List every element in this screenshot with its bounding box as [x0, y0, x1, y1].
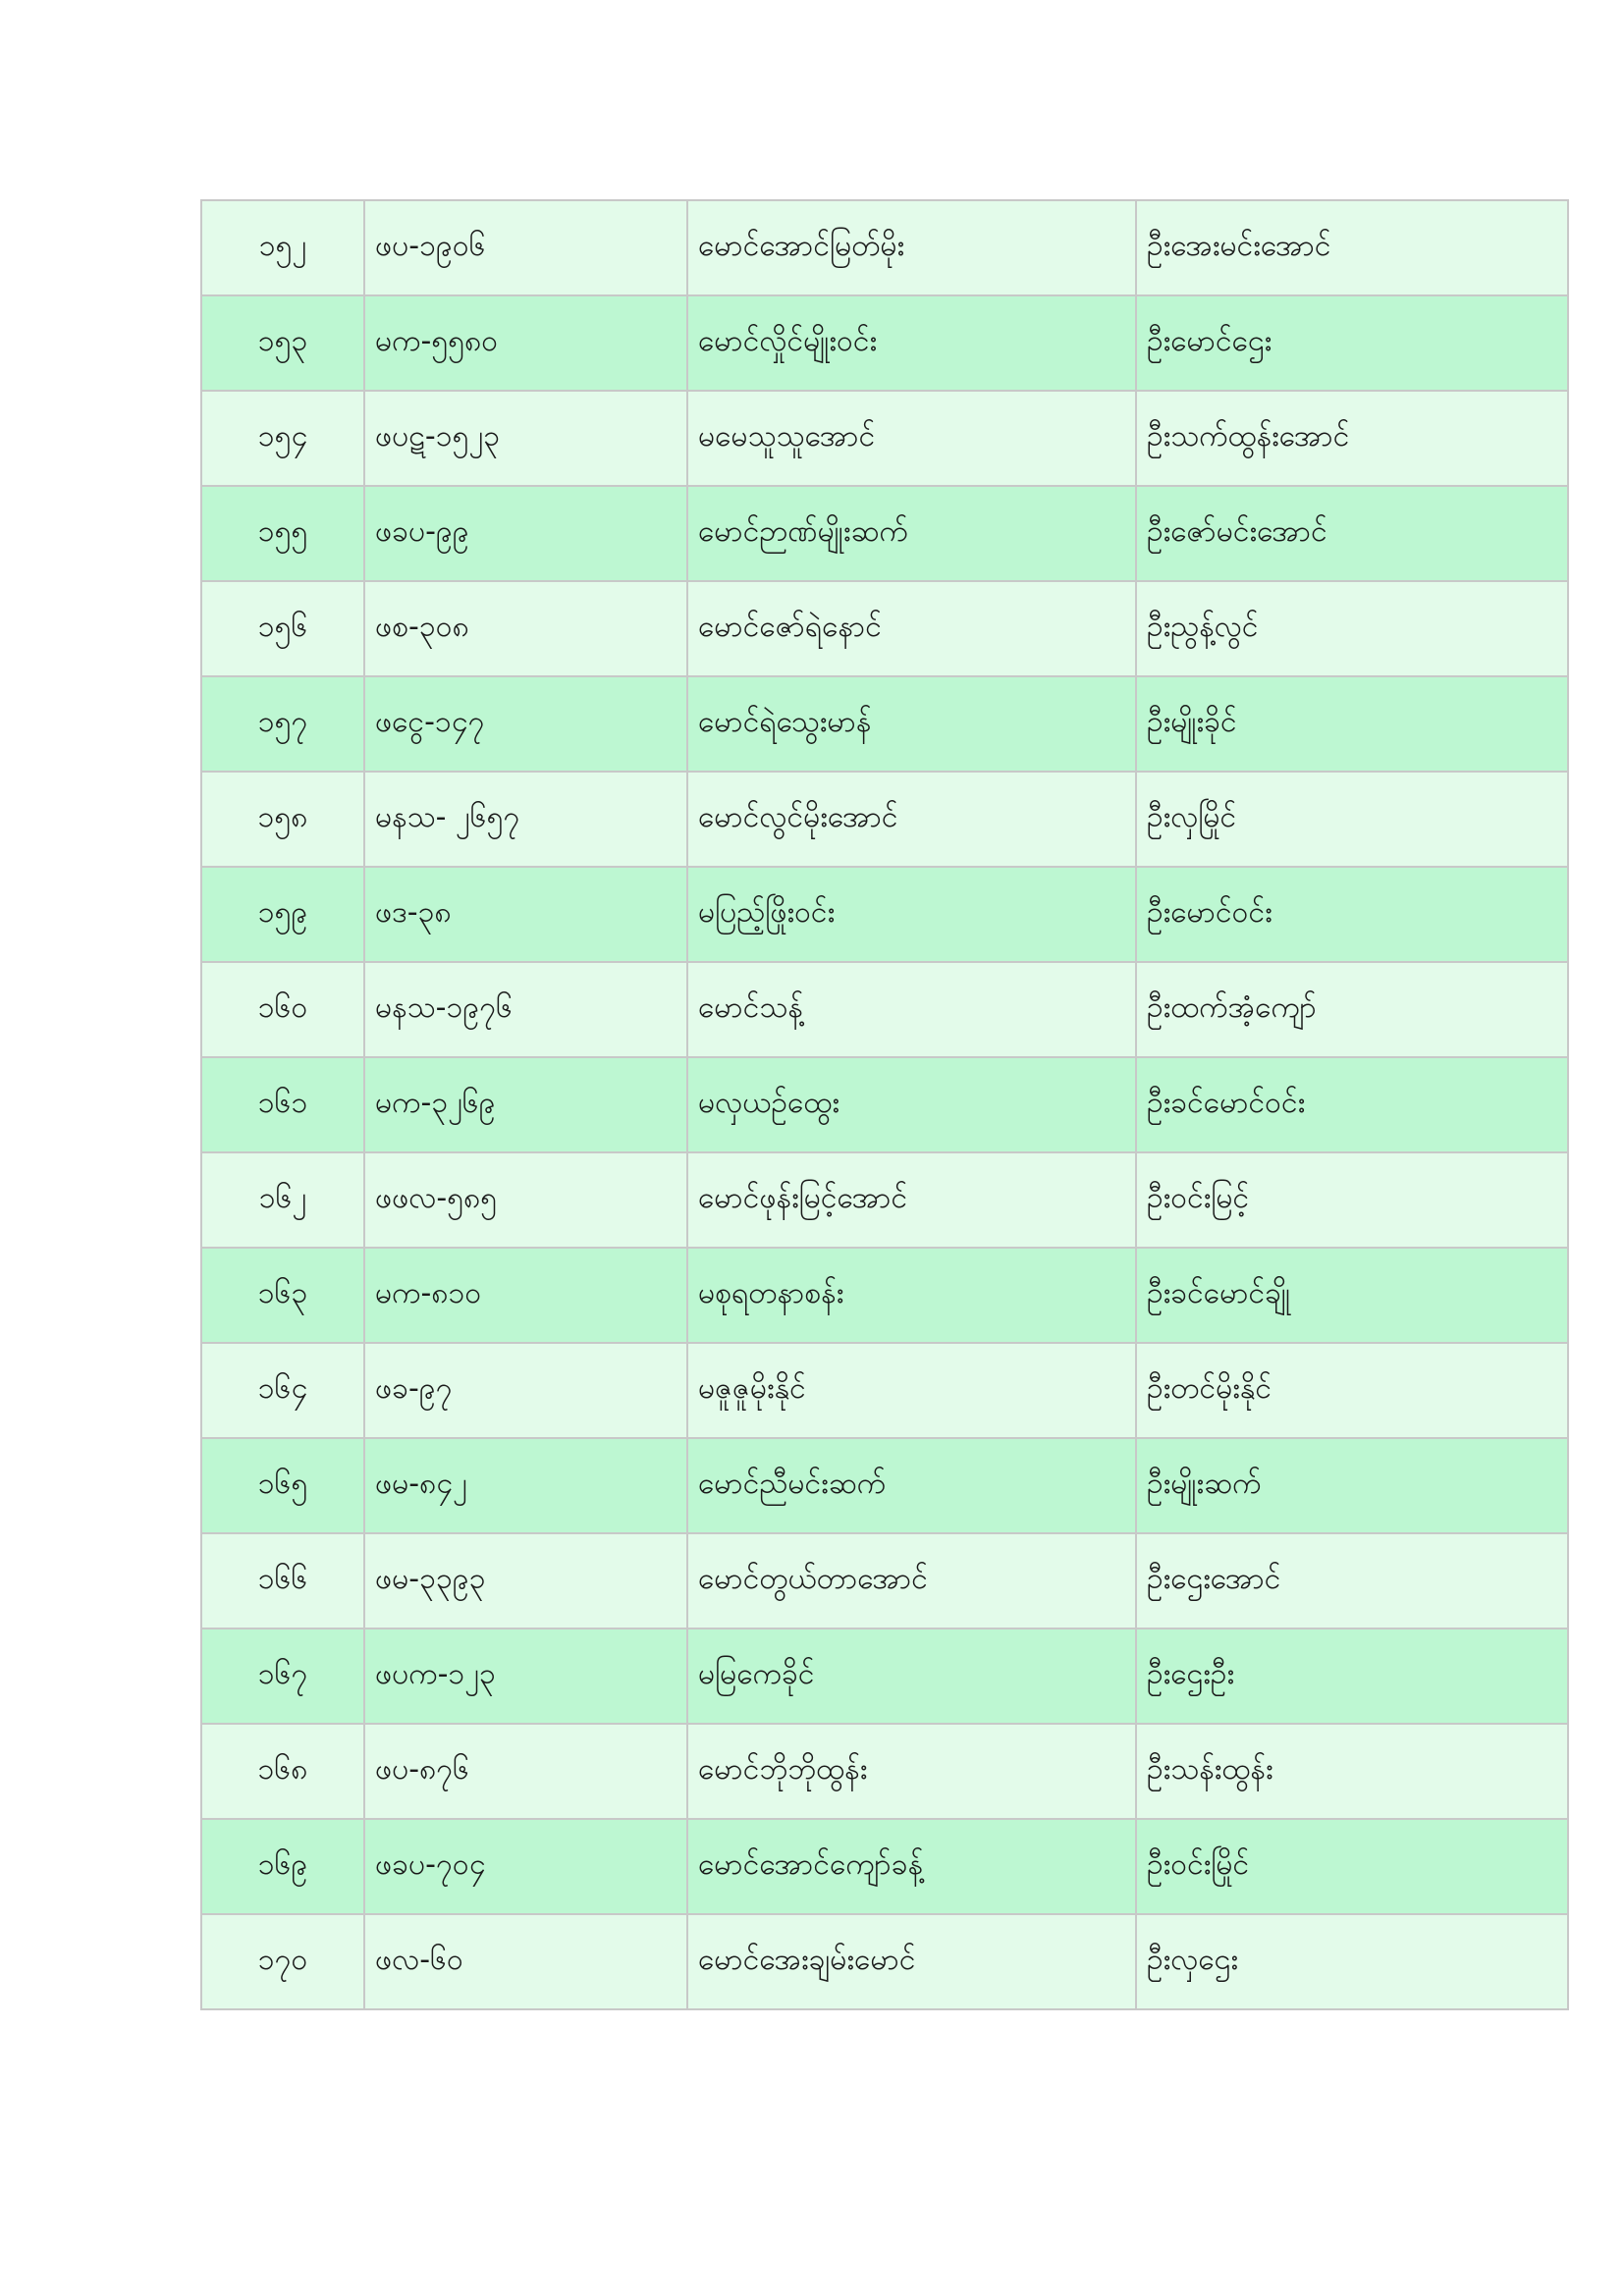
- student-name-cell: မောင်ညီမင်းဆက်: [687, 1438, 1136, 1533]
- table-row: [201, 1724, 1568, 1819]
- table-row: [201, 1152, 1568, 1248]
- id-code-cell: မက-၃၂၆၉: [364, 1057, 687, 1152]
- document-page: [200, 199, 1567, 2010]
- id-code-cell: ဖဖလ-၅၈၅: [364, 1152, 687, 1248]
- father-name-cell: ဦးဇော်မင်းအောင်: [1136, 486, 1568, 581]
- father-name-cell: ဦးခင်မောင်ဝင်း: [1136, 1057, 1568, 1152]
- table-row: [201, 1914, 1568, 2009]
- table-row: [201, 200, 1568, 295]
- student-name-cell: မောင်သန့်: [687, 962, 1136, 1057]
- father-name-cell: ဦးလှဌေး: [1136, 1914, 1568, 2009]
- father-name-cell: ဦးသက်ထွန်းအောင်: [1136, 391, 1568, 486]
- father-name-cell: ဦးဌေးဦး: [1136, 1629, 1568, 1724]
- father-name-cell: ဦးမောင်ဝင်း: [1136, 867, 1568, 962]
- table-row: [201, 391, 1568, 486]
- id-code-cell: မက-၅၅၈၀: [364, 295, 687, 391]
- student-name-cell: မဇူဇူမိုးနိုင်: [687, 1343, 1136, 1438]
- row-number-cell: ၁၅၇: [201, 676, 364, 772]
- id-code-cell: ဖမ-၈၄၂: [364, 1438, 687, 1533]
- row-number-cell: ၁၅၅: [201, 486, 364, 581]
- row-number-cell: ၁၆၁: [201, 1057, 364, 1152]
- table-row: [201, 1629, 1568, 1724]
- table-row: [201, 962, 1568, 1057]
- student-name-cell: မောင်အောင်မြတ်မိုး: [687, 200, 1136, 295]
- father-name-cell: ဦးထက်အံ့ကျော်: [1136, 962, 1568, 1057]
- father-name-cell: ဦးမျိုးဆက်: [1136, 1438, 1568, 1533]
- id-code-cell: ဖပဋ-၁၅၂၃: [364, 391, 687, 486]
- row-number-cell: ၁၅၉: [201, 867, 364, 962]
- row-number-cell: ၁၇၀: [201, 1914, 364, 2009]
- father-name-cell: ဦးဌေးအောင်: [1136, 1533, 1568, 1629]
- row-number-cell: ၁၆၈: [201, 1724, 364, 1819]
- father-name-cell: ဦးဝင်းမြင့်: [1136, 1152, 1568, 1248]
- father-name-cell: ဦးအေးမင်းအောင်: [1136, 200, 1568, 295]
- student-name-cell: မမြကေခိုင်: [687, 1629, 1136, 1724]
- father-name-cell: ဦးတင်မိုးနိုင်: [1136, 1343, 1568, 1438]
- father-name-cell: ဦးခင်မောင်ချို: [1136, 1248, 1568, 1343]
- table-row: [201, 772, 1568, 867]
- father-name-cell: ဦးသန်းထွန်း: [1136, 1724, 1568, 1819]
- student-name-cell: မောင်ဇော်ရဲနောင်: [687, 581, 1136, 676]
- id-code-cell: မနသ-၁၉၇၆: [364, 962, 687, 1057]
- student-name-cell: မောင်ဉာဏ်မျိုးဆက်: [687, 486, 1136, 581]
- row-number-cell: ၁၆၄: [201, 1343, 364, 1438]
- student-name-cell: မောင်တွယ်တာအောင်: [687, 1533, 1136, 1629]
- row-number-cell: ၁၆၂: [201, 1152, 364, 1248]
- row-number-cell: ၁၅၈: [201, 772, 364, 867]
- id-code-cell: မနသ- ၂၆၅၇: [364, 772, 687, 867]
- row-number-cell: ၁၆၉: [201, 1819, 364, 1914]
- student-name-cell: မမေသူသူအောင်: [687, 391, 1136, 486]
- father-name-cell: ဦးလှမြိုင်: [1136, 772, 1568, 867]
- table-row: [201, 1533, 1568, 1629]
- roster-table: [200, 199, 1569, 2010]
- row-number-cell: ၁၆၇: [201, 1629, 364, 1724]
- student-name-cell: မလှယဉ်ထွေး: [687, 1057, 1136, 1152]
- row-number-cell: ၁၅၄: [201, 391, 364, 486]
- father-name-cell: ဦးမျိုးခိုင်: [1136, 676, 1568, 772]
- row-number-cell: ၁၅၆: [201, 581, 364, 676]
- row-number-cell: ၁၆၆: [201, 1533, 364, 1629]
- id-code-cell: ဖစ-၃၀၈: [364, 581, 687, 676]
- id-code-cell: ဖခပ-၉၉: [364, 486, 687, 581]
- id-code-cell: ဖမ-၃၃၉၃: [364, 1533, 687, 1629]
- id-code-cell: မက-၈၁၀: [364, 1248, 687, 1343]
- table-row: [201, 486, 1568, 581]
- id-code-cell: ဖပ-၈၇၆: [364, 1724, 687, 1819]
- student-name-cell: မောင်ဖုန်းမြင့်အောင်: [687, 1152, 1136, 1248]
- row-number-cell: ၁၆၅: [201, 1438, 364, 1533]
- row-number-cell: ၁၅၃: [201, 295, 364, 391]
- student-name-cell: မောင်ရဲသွေးမာန်: [687, 676, 1136, 772]
- table-row: [201, 1343, 1568, 1438]
- student-name-cell: မောင်လှိုင်မျိုးဝင်း: [687, 295, 1136, 391]
- id-code-cell: ဖခ-၉၇: [364, 1343, 687, 1438]
- table-row: [201, 1819, 1568, 1914]
- id-code-cell: ဖငွေ-၁၄၇: [364, 676, 687, 772]
- student-name-cell: မပြည့်ဖြိုးဝင်း: [687, 867, 1136, 962]
- row-number-cell: ၁၅၂: [201, 200, 364, 295]
- table-row: [201, 676, 1568, 772]
- table-row: [201, 581, 1568, 676]
- table-row: [201, 1057, 1568, 1152]
- student-name-cell: မစုရတနာစန်း: [687, 1248, 1136, 1343]
- row-number-cell: ၁၆၃: [201, 1248, 364, 1343]
- id-code-cell: ဖပက-၁၂၃: [364, 1629, 687, 1724]
- student-name-cell: မောင်ဘိုဘိုထွန်း: [687, 1724, 1136, 1819]
- table-row: [201, 1438, 1568, 1533]
- table-row: [201, 295, 1568, 391]
- student-name-cell: မောင်လွင်မိုးအောင်: [687, 772, 1136, 867]
- father-name-cell: ဦးမောင်ဌေး: [1136, 295, 1568, 391]
- id-code-cell: ဖဒ-၃၈: [364, 867, 687, 962]
- father-name-cell: ဦးညွန့်လွင်: [1136, 581, 1568, 676]
- student-name-cell: မောင်အေးချမ်းမောင်: [687, 1914, 1136, 2009]
- id-code-cell: ဖလ-၆၀: [364, 1914, 687, 2009]
- table-row: [201, 867, 1568, 962]
- id-code-cell: ဖပ-၁၉၀၆: [364, 200, 687, 295]
- father-name-cell: ဦးဝင်းမြိုင်: [1136, 1819, 1568, 1914]
- table-row: [201, 1248, 1568, 1343]
- student-name-cell: မောင်အောင်ကျော်ခန့်: [687, 1819, 1136, 1914]
- id-code-cell: ဖခပ-၇၀၄: [364, 1819, 687, 1914]
- row-number-cell: ၁၆၀: [201, 962, 364, 1057]
